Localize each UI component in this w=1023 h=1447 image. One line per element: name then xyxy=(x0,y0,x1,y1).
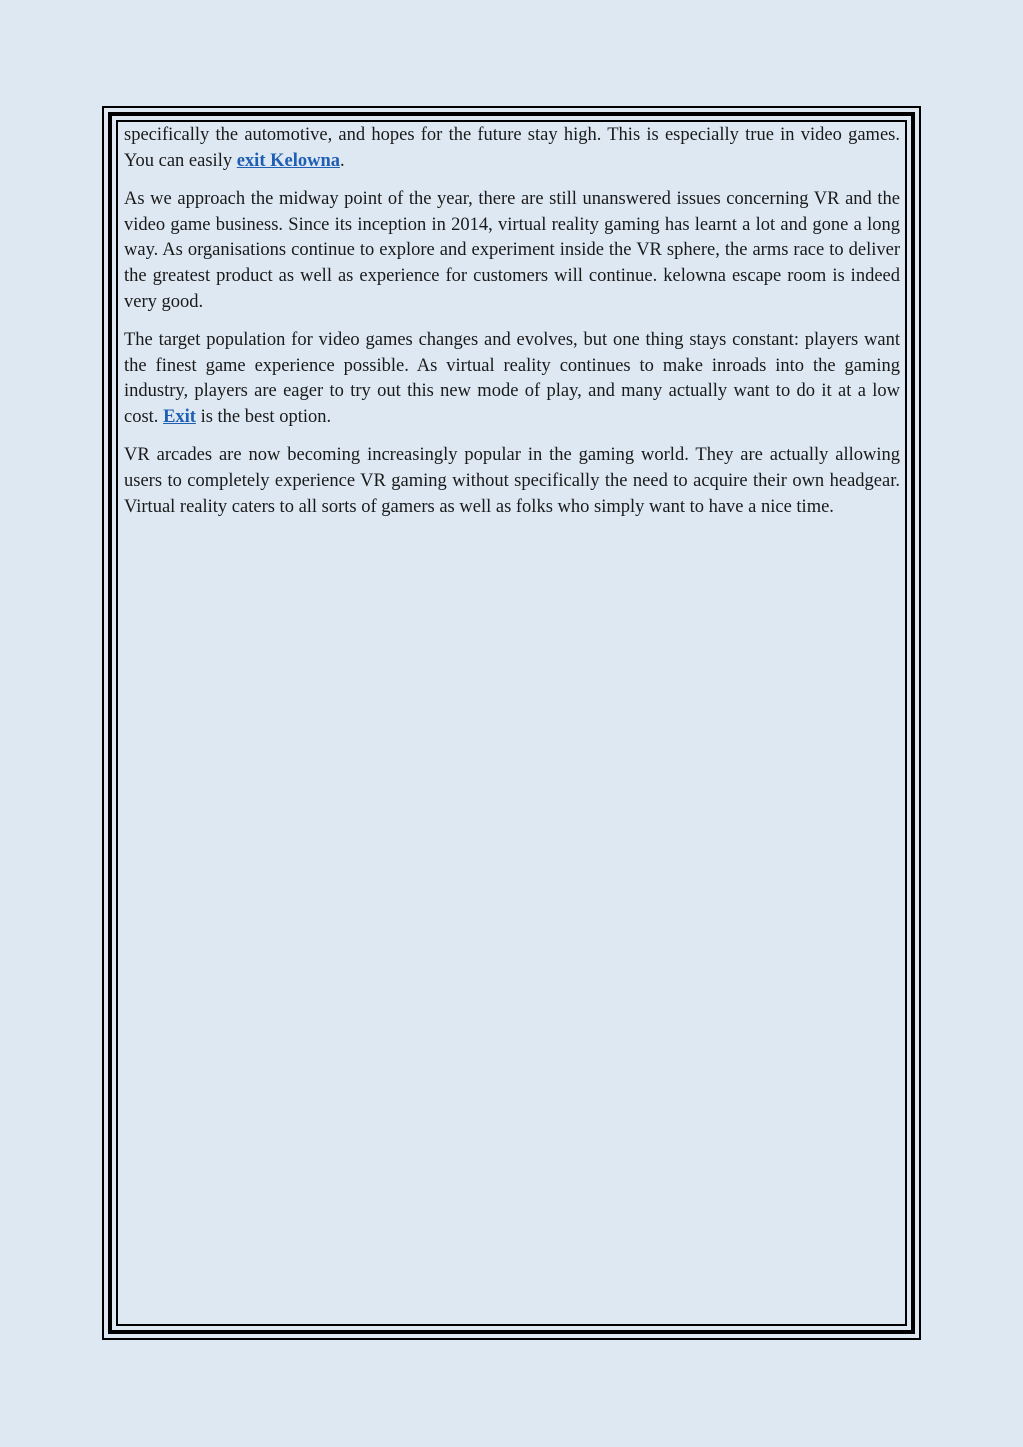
paragraph-3-text-after: is the best option. xyxy=(195,407,332,428)
paragraph-4: VR arcades are now becoming increasingly popular in the gaming world. They are actually allowing users to completely experience VR gaming without specifically the need to acquire their own headgear. Virtual reality caters to all sorts of gamers as well as folks who simply want to have a nice time. xyxy=(124,445,900,517)
document-body xyxy=(124,123,900,533)
paragraph-1 xyxy=(124,123,900,174)
page-border-frame xyxy=(102,106,921,1340)
paragraph-1-text-after: . xyxy=(340,150,345,171)
paragraph-3-text-before: The target population for video games changes and evolves, but one thing stays constant: players want the finest game experience possible. As virtual reality continues to make inroads into the gaming industry, players are eager to try out this new mode of play, and many actually want to do it at a low cost. xyxy=(124,329,900,428)
exit-link[interactable]: Exit xyxy=(163,407,196,428)
paragraph-1-text-before: specifically the automotive, and hopes for the future stay high. This is especially true in video games. You can easily xyxy=(124,125,900,171)
paragraph-2: As we approach the midway point of the year, there are still unanswered issues concerning VR and the video game business. Since its inception in 2014, virtual reality gaming has learnt a lot and gone a long way. As organisations continue to explore and experiment inside the VR sphere, the arms race to deliver the greatest product as well as experience for customers will continue. kelowna escape room is indeed very good. xyxy=(124,188,900,312)
paragraph-3 xyxy=(124,328,900,431)
exit-kelowna-link[interactable]: exit Kelowna xyxy=(236,150,340,171)
